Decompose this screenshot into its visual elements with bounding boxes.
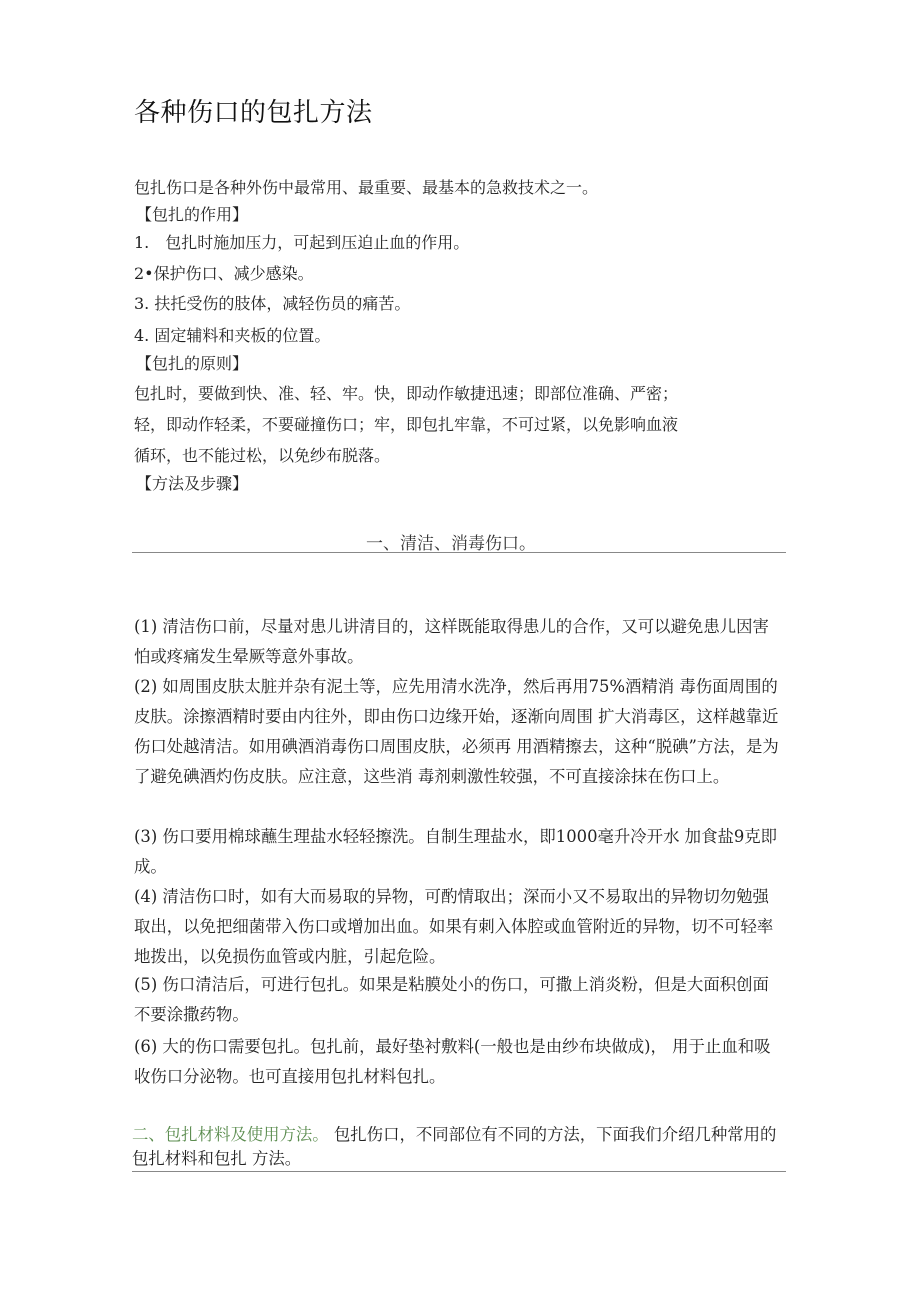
step-paragraph: (4) 清洁伤口时，如有大而易取的异物，可酌情取出；深而小又不易取出的异物切勿勉强取出，以免把细菌带入伤口或增加出血。如果有刺入体腔或血管附近的异物，切不可轻率地拨出，以免损伤血管或内脏，引起危险。	[134, 887, 774, 966]
intro-text: 包扎伤口是各种外伤中最常用、最重要、最基本的急救技术之一。	[134, 178, 599, 197]
purpose-item: 2•保护伤口、减少感染。	[134, 264, 314, 283]
step-paragraph: (3) 伤口要用棉球蘸生理盐水轻轻擦洗。自制生理盐水，即1000毫升冷开水 加食盐9克即成。	[134, 827, 778, 876]
section-one-title: 一、清洁、消毒伤口。	[366, 534, 536, 554]
purpose-item: 3. 扶托受伤的肢体，减轻伤员的痛苦。	[134, 294, 411, 313]
step-paragraph: (6) 大的伤口需要包扎。包扎前，最好垫衬敷料(一般也是由纱布块做成)， 用于止血和吸收伤口分泌物。也可直接用包扎材料包扎。	[134, 1037, 771, 1086]
step-paragraph: (1) 清洁伤口前，尽量对患儿讲清目的，这样既能取得患儿的合作，又可以避免患儿因害怕或疼痛发生晕厥等意外事故。	[134, 617, 769, 666]
principle-line: 循环，也不能过松，以免纱布脱落。	[134, 446, 391, 465]
principle-line: 轻，即动作轻柔，不要碰撞伤口；牢，即包扎牢靠，不可过紧，以免影响血液	[134, 415, 679, 434]
section-one-header	[132, 522, 786, 553]
purpose-item: 1. 包扎时施加压力，可起到压迫止血的作用。	[134, 233, 470, 252]
section-two	[132, 1123, 786, 1172]
document-title: 各种伤口的包扎方法	[134, 98, 373, 128]
step-paragraph: (5) 伤口清洁后，可进行包扎。如果是粘膜处小的伤口，可撒上消炎粉，但是大面积创面不要涂撒药物。	[134, 975, 769, 1024]
section-two-text: 包扎伤口，不同部位有不同的方法，下面我们介绍几种常用的包扎材料和包扎 方法。	[132, 1125, 777, 1168]
purpose-heading: 【包扎的作用】	[136, 205, 249, 224]
principle-heading: 【包扎的原则】	[136, 354, 249, 373]
purpose-item: 4. 固定辅料和夹板的位置。	[134, 326, 331, 345]
method-heading: 【方法及步骤】	[136, 474, 249, 493]
section-two-title: 二、包扎材料及使用方法。	[132, 1125, 329, 1144]
principle-line: 包扎时，要做到快、准、轻、牢。快，即动作敏捷迅速；即部位准确、严密；	[134, 384, 679, 403]
step-paragraph: (2) 如周围皮肤太脏并杂有泥土等，应先用清水洗净，然后再用75%酒精消 毒伤面周围的皮肤。涂擦酒精时要由内往外，即由伤口边缘开始，逐渐向周围 扩大消毒区，这样越靠近伤口处越清洁。如用碘酒消毒伤口周围皮肤，必须再 用酒精擦去，这种“脱碘”方法，是为了避免碘酒灼伤皮肤。应注意，这些消 毒剂刺激性较强，不可直接涂抹在伤口上。	[134, 677, 779, 786]
